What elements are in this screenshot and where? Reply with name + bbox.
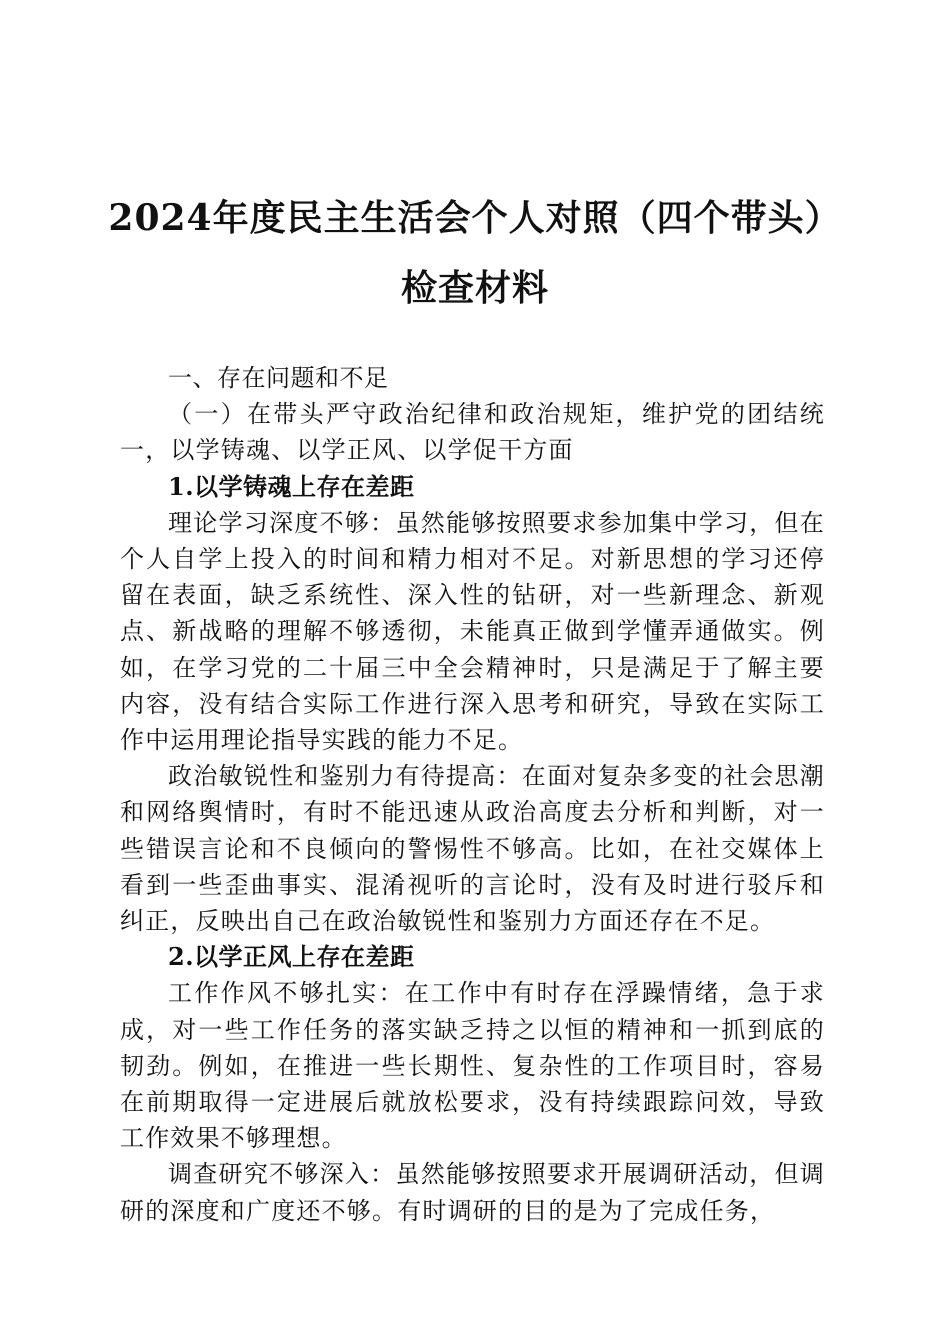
paragraph-3: 工作作风不够扎实：在工作中有时存在浮躁情绪，急于求成，对一些工作任务的落实缺乏持之以恒的精神和一抓到底的韧劲。例如，在推进一些长期性、复杂性的工作项目时，容易在前期取得一定进展后就放松要求，没有持续跟踪问效，导致工作效果不够理想。 <box>120 979 825 1153</box>
paragraph-1: 理论学习深度不够：虽然能够按照要求参加集中学习，但在个人自学上投入的时间和精力相对不足。对新思想的学习还停留在表面，缺乏系统性、深入性的钻研，对一些新理念、新观点、新战略的理解不够透彻，未能真正做到学懂弄通做实。例如，在学习党的二十届三中全会精神时，只是满足于了解主要内容，没有结合实际工作进行深入思考和研究，导致在实际工作中运用理论指导实践的能力不足。 <box>120 508 825 755</box>
paragraph-2: 政治敏锐性和鉴别力有待提高：在面对复杂多变的社会思潮和网络舆情时，有时不能迅速从政治高度去分析和判断，对一些错误言论和不良倾向的警惕性不够高。比如，在社交媒体上看到一些歪曲事实、混淆视听的言论时，没有及时进行驳斥和纠正，反映出自己在政治敏锐性和鉴别力方面还存在不足。 <box>120 762 825 936</box>
item-heading-1: 1.以学铸魂上存在差距 <box>168 471 415 501</box>
item-heading-2: 2.以学正风上存在差距 <box>168 942 415 972</box>
document-title-line-2: 检查材料 <box>400 267 549 309</box>
subsection-heading: （一）在带头严守政治纪律和政治规矩，维护党的团结统一，以学铸魂、以学正风、以学促干方面 <box>120 400 825 465</box>
paragraph-4: 调查研究不够深入：虽然能够按照要求开展调研活动，但调研的深度和广度还不够。有时调研的目的是为了完成任务， <box>120 1160 825 1225</box>
section-heading: 一、存在问题和不足 <box>168 364 389 392</box>
document-title-line-1: 2024年度民主生活会个人对照（四个带头） <box>108 197 842 239</box>
document-body <box>120 360 825 1229</box>
